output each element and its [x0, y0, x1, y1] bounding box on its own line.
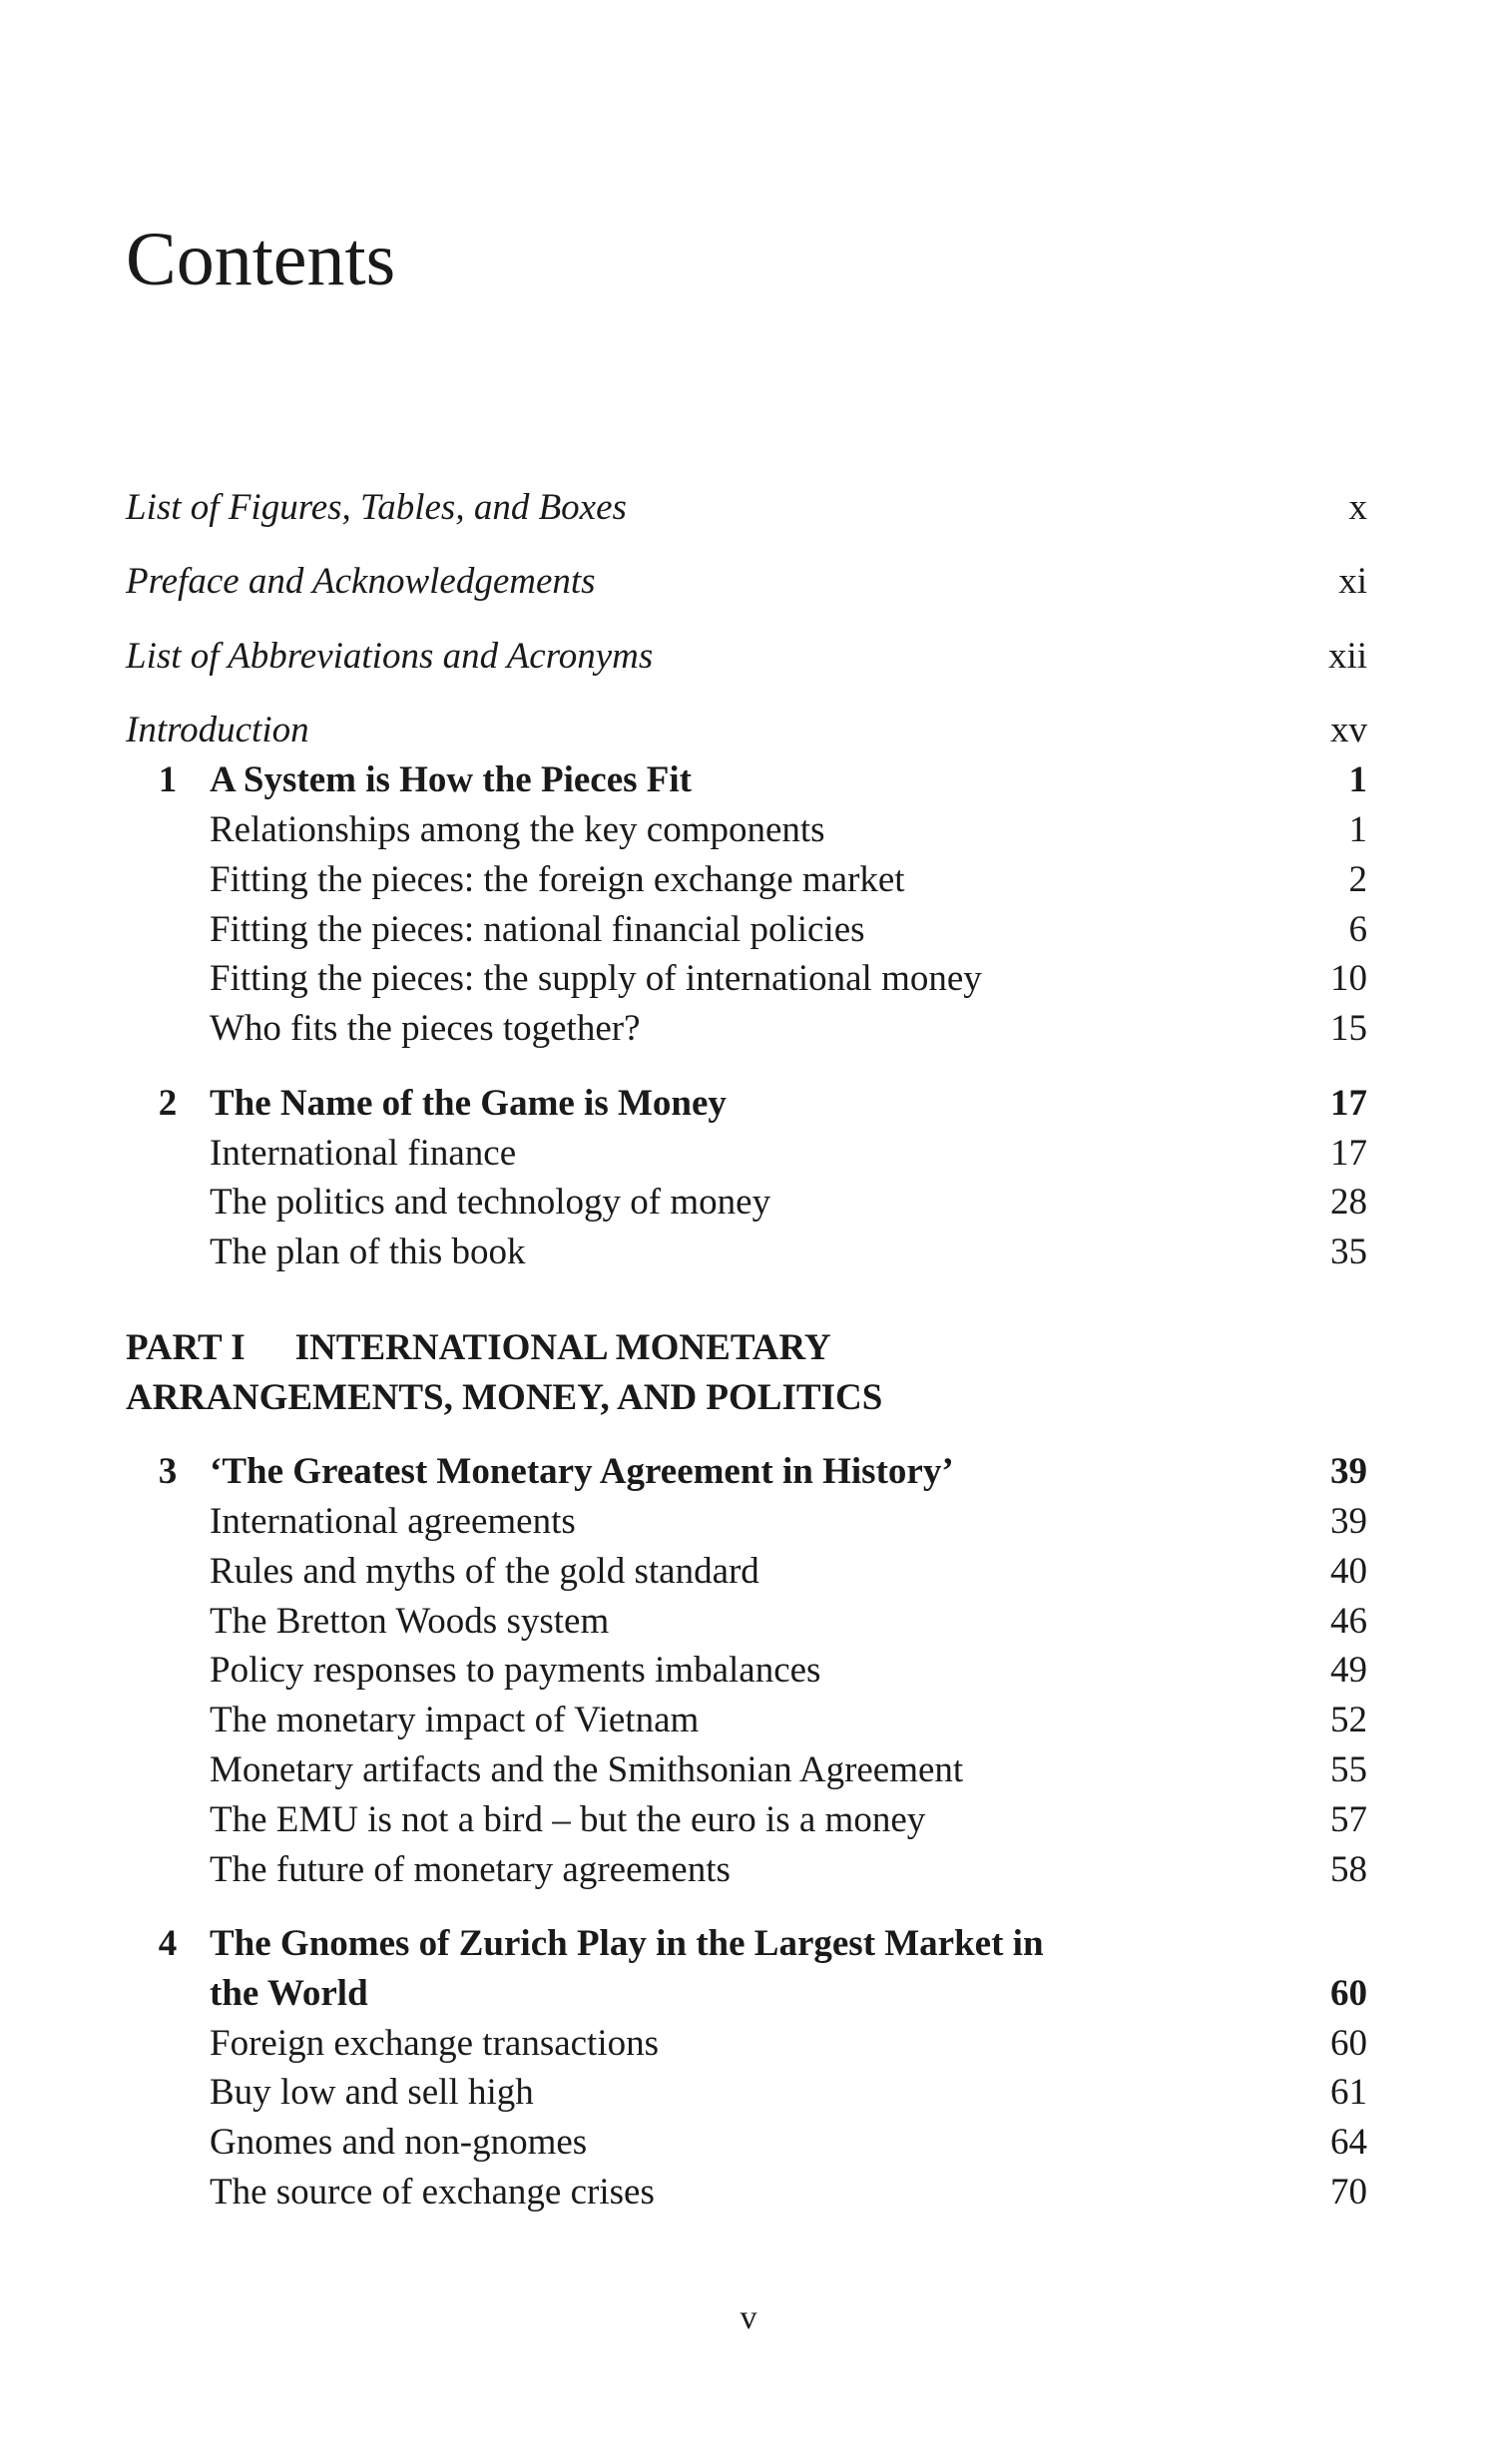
toc-section-entry[interactable]: [126, 1745, 1367, 1795]
toc-section-entry[interactable]: [126, 2168, 1367, 2218]
toc-section-entry[interactable]: [126, 1795, 1367, 1845]
chapter-title: The Name of the Game is Money: [210, 1082, 727, 1124]
toc-section-entry[interactable]: [126, 1178, 1367, 1228]
section-page: 52: [1330, 1700, 1367, 1741]
section-page: 57: [1330, 1798, 1367, 1840]
section-page: 28: [1330, 1182, 1367, 1224]
toc-entry-page: xii: [1327, 635, 1367, 677]
section-page: 55: [1330, 1748, 1367, 1790]
section-page: 1: [1348, 809, 1367, 851]
chapter-number: 3: [158, 1451, 178, 1493]
toc-entry-title: List of Abbreviations and Acronyms: [126, 635, 654, 677]
toc-section-entry[interactable]: [126, 1497, 1367, 1547]
toc-section-entry[interactable]: [126, 1228, 1367, 1277]
toc-chapter-4: [126, 1919, 1367, 2218]
section-title: Foreign exchange transactions: [210, 2022, 660, 2064]
section-title: Policy responses to payments imbalances: [210, 1650, 821, 1692]
toc-front-matter-entry[interactable]: [126, 706, 1367, 755]
chapter-number: 2: [158, 1082, 178, 1124]
toc-chapter-2: [126, 1079, 1367, 1277]
section-title: Rules and myths of the gold standard: [210, 1550, 759, 1592]
chapter-title: ‘The Greatest Monetary Agreement in History’: [210, 1451, 954, 1493]
toc-front-matter-entry[interactable]: [126, 632, 1367, 682]
part-title-line-2: ARRANGEMENTS, MONEY, AND POLITICS: [126, 1376, 883, 1418]
chapter-title-line-2: the World: [210, 1972, 368, 2014]
toc-section-entry[interactable]: [126, 1004, 1367, 1054]
part-heading-line-1: [126, 1323, 1367, 1373]
section-title: Who fits the pieces together?: [210, 1008, 641, 1050]
toc-entry-title: Preface and Acknowledgements: [126, 561, 596, 603]
chapter-number: 4: [158, 1923, 178, 1965]
toc-front-matter-entry[interactable]: [126, 557, 1367, 607]
chapter-number: 1: [158, 759, 178, 801]
section-title: The politics and technology of money: [210, 1182, 771, 1224]
section-page: 2: [1348, 858, 1367, 900]
page-title: Contents: [126, 218, 396, 301]
section-page: 35: [1330, 1232, 1367, 1273]
section-page: 70: [1330, 2172, 1367, 2214]
toc-chapter-heading[interactable]: [126, 755, 1367, 805]
toc-section-entry[interactable]: [126, 2068, 1367, 2118]
table-of-contents: [126, 483, 1367, 2242]
section-title: The Bretton Woods system: [210, 1600, 610, 1642]
section-title: The EMU is not a bird – but the euro is a money: [210, 1798, 926, 1840]
section-title: International agreements: [210, 1500, 576, 1542]
toc-entry-title: Introduction: [126, 710, 309, 751]
section-page: 49: [1330, 1650, 1367, 1692]
part-label: PART I: [126, 1326, 246, 1368]
toc-chapter-heading[interactable]: [126, 1919, 1367, 2019]
section-title: The future of monetary agreements: [210, 1848, 731, 1890]
section-page: 64: [1330, 2122, 1367, 2164]
toc-chapter-heading[interactable]: [126, 1447, 1367, 1497]
section-page: 46: [1330, 1600, 1367, 1642]
section-title: Fitting the pieces: national financial policies: [210, 908, 865, 950]
toc-chapter-heading[interactable]: [126, 1079, 1367, 1129]
page-number: v: [740, 2299, 757, 2336]
section-page: 40: [1330, 1550, 1367, 1592]
toc-section-entry[interactable]: [126, 855, 1367, 905]
toc-section-entry[interactable]: [126, 1547, 1367, 1597]
toc-section-entry[interactable]: [126, 954, 1367, 1004]
section-page: 10: [1330, 958, 1367, 1000]
toc-chapter-1: [126, 755, 1367, 1054]
section-page: 6: [1348, 908, 1367, 950]
toc-section-entry[interactable]: [126, 2019, 1367, 2069]
toc-section-entry[interactable]: [126, 905, 1367, 955]
section-title: Gnomes and non-gnomes: [210, 2122, 588, 2164]
section-title: Monetary artifacts and the Smithsonian Agreement: [210, 1748, 964, 1790]
toc-section-entry[interactable]: [126, 1597, 1367, 1647]
toc-section-entry[interactable]: [126, 1129, 1367, 1179]
section-title: Relationships among the key components: [210, 809, 825, 851]
toc-section-entry[interactable]: [126, 2118, 1367, 2168]
section-page: 39: [1330, 1500, 1367, 1542]
section-page: 15: [1330, 1008, 1367, 1050]
toc-front-matter-entry[interactable]: [126, 483, 1367, 533]
toc-entry-page: x: [1348, 487, 1367, 528]
toc-entry-page: xi: [1338, 561, 1367, 603]
part-title-line-1: INTERNATIONAL MONETARY: [294, 1326, 831, 1368]
section-page: 58: [1330, 1848, 1367, 1890]
chapter-title-line-1: The Gnomes of Zurich Play in the Largest Market in: [210, 1923, 1044, 1965]
toc-part-heading[interactable]: [126, 1323, 1367, 1423]
section-title: Buy low and sell high: [210, 2072, 534, 2114]
chapter-page: 60: [1330, 1972, 1367, 2014]
section-page: 60: [1330, 2022, 1367, 2064]
toc-entry-title: List of Figures, Tables, and Boxes: [126, 487, 627, 528]
toc-section-entry[interactable]: [126, 1646, 1367, 1696]
chapter-title: A System is How the Pieces Fit: [210, 759, 692, 801]
section-page: 61: [1330, 2072, 1367, 2114]
section-title: International finance: [210, 1132, 517, 1174]
section-title: Fitting the pieces: the supply of international money: [210, 958, 982, 1000]
chapter-page: 17: [1330, 1082, 1367, 1124]
toc-section-entry[interactable]: [126, 1845, 1367, 1895]
toc-chapter-3: [126, 1447, 1367, 1894]
section-title: The monetary impact of Vietnam: [210, 1700, 700, 1741]
section-title: Fitting the pieces: the foreign exchange market: [210, 858, 905, 900]
chapter-title: [210, 1919, 1287, 2019]
chapter-page: 1: [1348, 759, 1367, 801]
section-page: 17: [1330, 1132, 1367, 1174]
chapter-page: 39: [1330, 1451, 1367, 1493]
toc-section-entry[interactable]: [126, 805, 1367, 855]
section-title: The source of exchange crises: [210, 2172, 655, 2214]
toc-section-entry[interactable]: [126, 1696, 1367, 1745]
section-title: The plan of this book: [210, 1232, 526, 1273]
toc-entry-page: xv: [1330, 710, 1367, 751]
